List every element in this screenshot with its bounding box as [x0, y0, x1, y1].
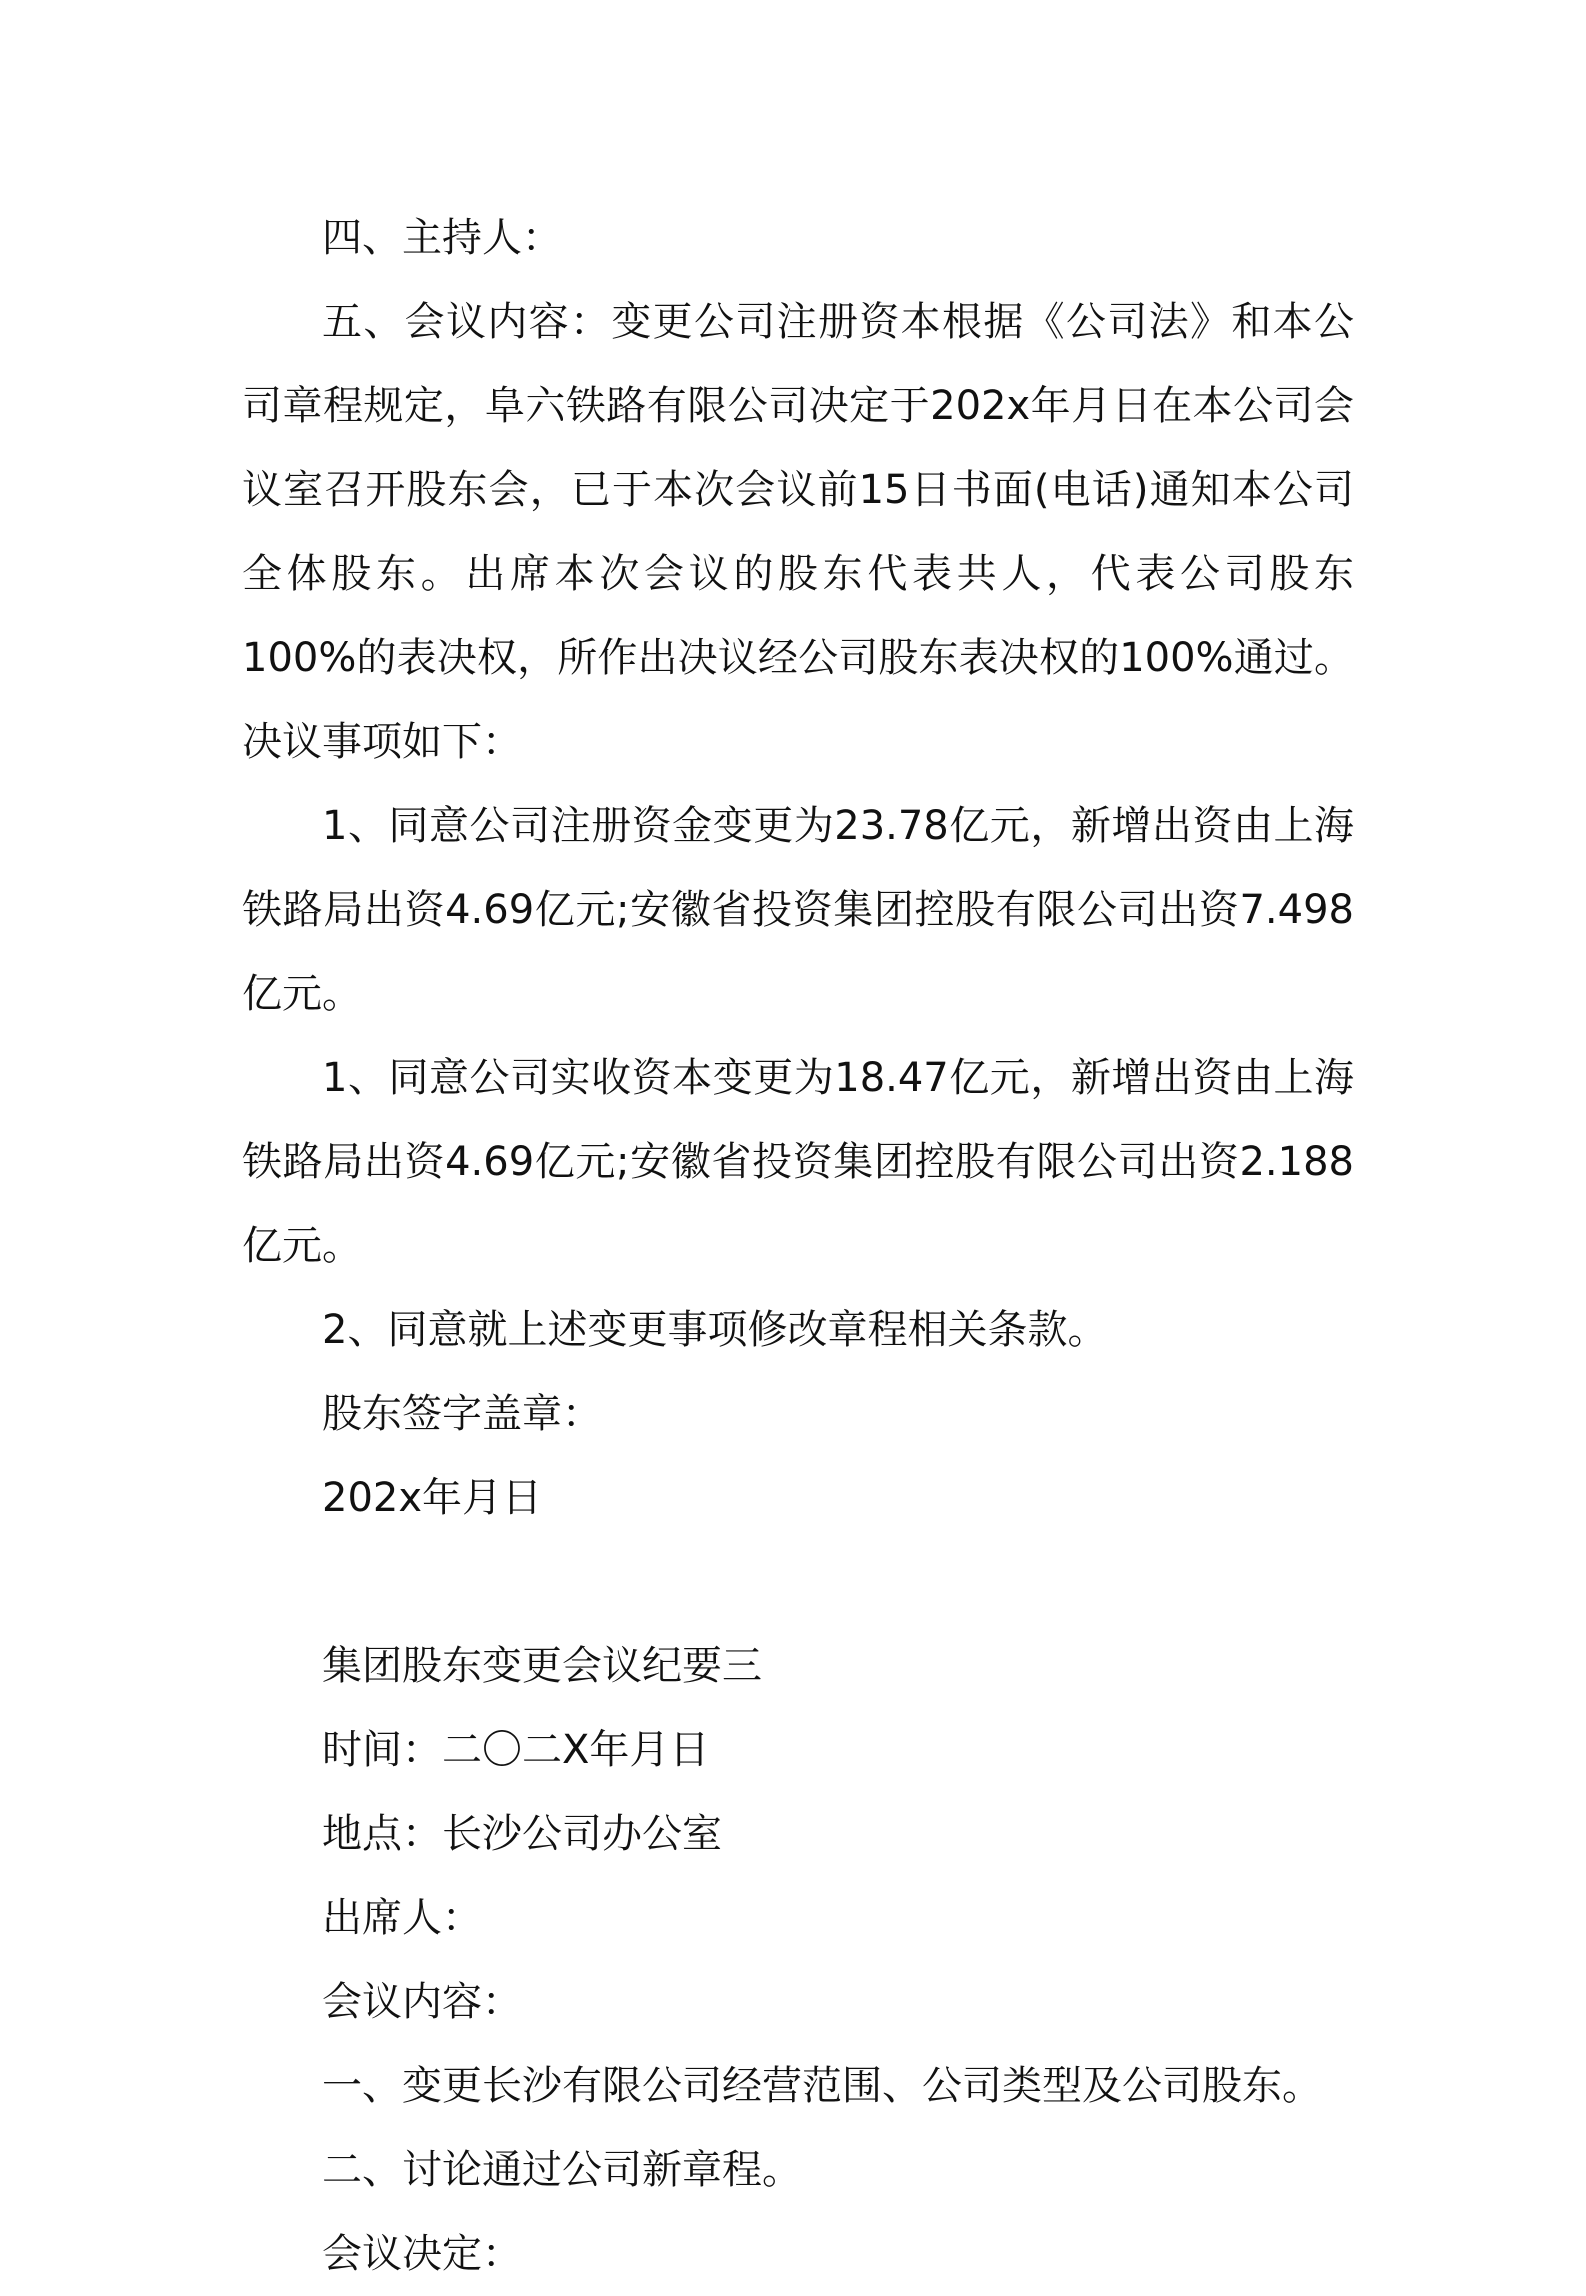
- meeting-place: 地点：长沙公司办公室: [322, 1811, 722, 1857]
- minutes-title: 集团股东变更会议纪要三: [322, 1643, 762, 1689]
- agenda-item-business-scope: 一、变更长沙有限公司经营范围、公司类型及公司股东。: [322, 2063, 1322, 2109]
- attendees-line: 出席人：: [322, 1895, 482, 1941]
- agenda-label: 会议内容：: [322, 1979, 522, 2025]
- host-line: 四、主持人：: [322, 215, 562, 261]
- resolution-registered-capital: 1、同意公司注册资金变更为23.78亿元，新增出资由上海铁路局出资4.69亿元;安徽省投资集团控股有限公司出资7.498亿元。: [242, 803, 1354, 1017]
- shareholder-signature-line: 股东签字盖章：: [322, 1391, 602, 1437]
- signature-date: 202x年月日: [322, 1475, 543, 1521]
- section-spacer: [242, 1540, 1354, 1624]
- meeting-time: 时间：二〇二X年月日: [322, 1727, 710, 1773]
- document-body: [242, 196, 1354, 2296]
- resolution-paid-in-capital: 1、同意公司实收资本变更为18.47亿元，新增出资由上海铁路局出资4.69亿元;安徽省投资集团控股有限公司出资2.188亿元。: [242, 1055, 1354, 1269]
- resolution-charter-amendment: 2、同意就上述变更事项修改章程相关条款。: [322, 1307, 1108, 1353]
- agenda-item-new-charter: 二、讨论通过公司新章程。: [322, 2147, 802, 2193]
- meeting-content-paragraph: 五、会议内容：变更公司注册资本根据《公司法》和本公司章程规定，阜六铁路有限公司决定于202x年月日在本公司会议室召开股东会，已于本次会议前15日书面(电话)通知本公司全体股东。出席本次会议的股东代表共人，代表公司股东100%的表决权，所作出决议经公司股东表决权的100%通过。决议事项如下：: [242, 299, 1354, 765]
- decision-label: 会议决定：: [322, 2231, 522, 2277]
